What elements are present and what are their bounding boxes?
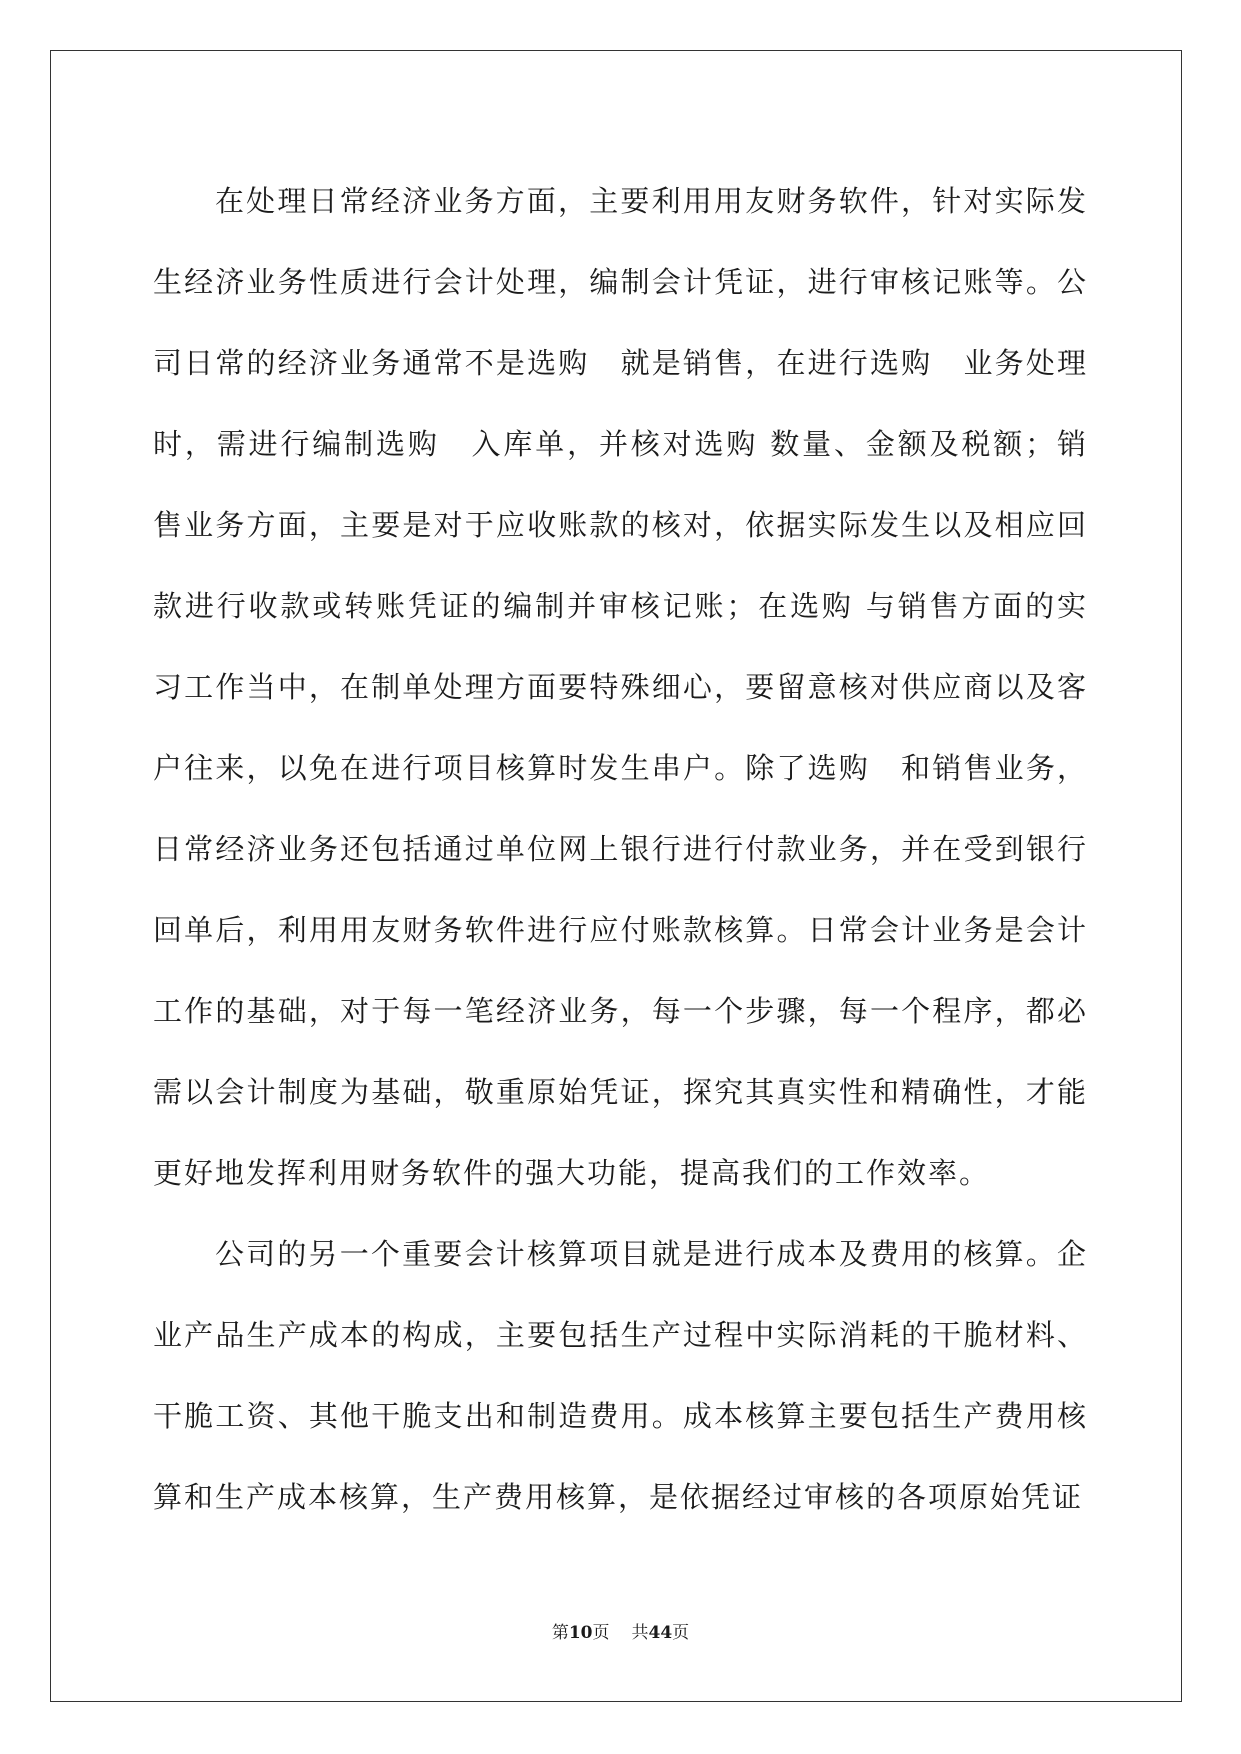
page-footer — [0, 1618, 1241, 1643]
document-body — [153, 161, 1088, 1538]
paragraph-1: 在处理日常经济业务方面，主要利用用友财务软件，针对实际发生经济业务性质进行会计处理，编制会计凭证，进行审核记账等。公司日常的经济业务通常不是选购 就是销售，在进行选购 业务处理时，需进行编制选购 入库单，并核对选购 数量、金额及税额；销售业务方面，主要是对于应收账款的核对，依据实际发生以及相应回款进行收款或转账凭证的编制并审核记账；在选购 与销售方面的实习工作当中，在制单处理方面要特殊细心，要留意核对供应商以及客户往来，以免在进行项目核算时发生串户。除了选购 和销售业务，日常经济业务还包括通过单位网上银行进行付款业务，并在受到银行回单后，利用用友财务软件进行应付账款核算。日常会计业务是会计工作的基础，对于每一笔经济业务，每一个步骤，每一个程序，都必需以会计制度为基础，敬重原始凭证，探究其真实性和精确性，才能更好地发挥利用财务软件的强大功能，提高我们的工作效率。 — [153, 184, 1088, 1190]
total-suffix: 页 — [672, 1623, 690, 1643]
page-suffix: 页 — [592, 1623, 610, 1643]
total-pages: 44 — [648, 1623, 673, 1643]
total-prefix: 共 — [631, 1623, 649, 1643]
page-number: 10 — [568, 1623, 593, 1643]
paragraph-2: 公司的另一个重要会计核算项目就是进行成本及费用的核算。企业产品生产成本的构成，主要包括生产过程中实际消耗的干脆材料、干脆工资、其他干脆支出和制造费用。成本核算主要包括生产费用核算和生产成本核算，生产费用核算，是依据经过审核的各项原始凭证 — [153, 1237, 1088, 1514]
page-prefix: 第 — [551, 1623, 569, 1643]
